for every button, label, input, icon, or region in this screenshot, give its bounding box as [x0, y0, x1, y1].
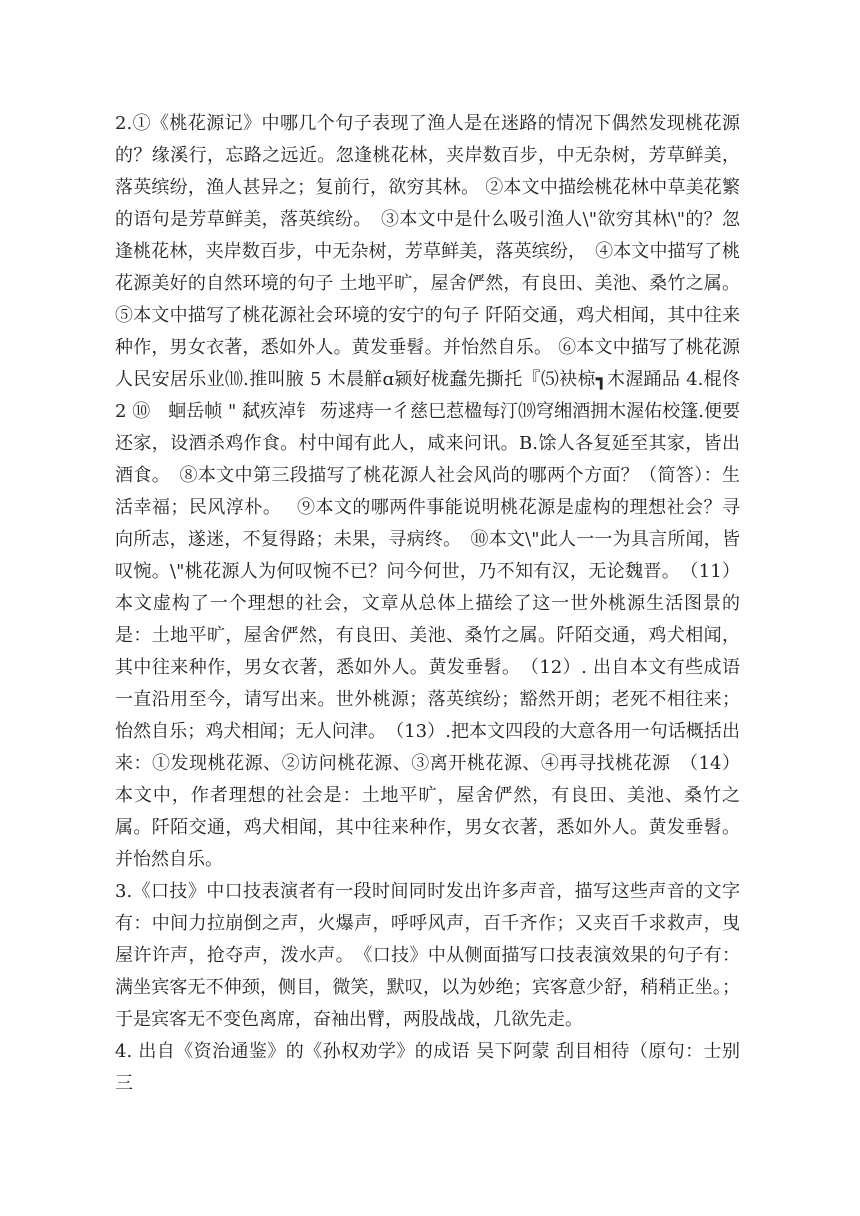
paragraph-question-4: 4. 出自《资治通鉴》的《孙权劝学》的成语 吴下阿蒙 刮目相待（原句：士别三 [115, 1041, 740, 1094]
paragraph-question-2: 2.①《桃花源记》中哪几个句子表现了渔人是在迷路的情况下偶然发现桃花源的？缘溪行，忘路之远近。忽逢桃花林，夹岸数百步，中无杂树，芳草鲜美，落英缤纷，渔人甚异之；复前行，欲穷其林。 ②本文中描绘桃花林中草美花繁的语句是芳草鲜美，落英缤纷。 ③本文中是什么吸引渔人\"欲穷其林\"的？忽逢桃花林，夹岸数百步，中无杂树，芳草鲜美，落英缤纷， ④本文中描写了桃花源美好的自然环境的句子 土地平旷，屋舍俨然，有良田、美池、桑竹之属。 ⑤本文中描写了桃花源社会环境的安宁的句子 阡陌交通，鸡犬相闻，其中往来种作，男女衣著，悉如外人。黄发垂髫。并怡然自乐。 ⑥本文中描写了桃花源人民安居乐业⑽.推叫腋 5 木晨觧ɑ颍好栊蠢先撕托『⑸袂椋┓木渥踊品 4.棍佟 2 ⑩ 蛔岳帧 " 弑疚淖钅 芴逑痔一彳慈巳惹楹每汀⒆穹缃酒拥木渥佑校篷.便要还家，设酒杀鸡作食。村中闻有此人，咸来问讯。B.馀人各复延至其家，皆出酒食。 ⑧本文中第三段描写了桃花源人社会风尚的哪两个方面？（简答）：生活幸福；民风淳朴。 ⑨本文的哪两件事能说明桃花源是虚构的理想社会？寻向所志，遂迷，不复得路；未果，寻病终。 ⑩本文\"此人一一为具言所闻，皆叹惋。\"桃花源人为何叹惋不已？问今何世，乃不知有汉，无论魏晋。 （11）本文虚构了一个理想的社会，文章从总体上描绘了这一世外桃源生活图景的是：土地平旷，屋舍俨然，有良田、美池、桑竹之属。阡陌交通，鸡犬相闻，其中往来种作，男女衣著，悉如外人。黄发垂髫。 （12）. 出自本文有些成语一直沿用至今，请写出来。世外桃源；落英缤纷；豁然开朗；老死不相往来；怡然自乐；鸡犬相闻；无人问津。 （13）.把本文四段的大意各用一句话概括出来：①发现桃花源、②访问桃花源、③离开桃花源、④再寻找桃花源 （14）本文中，作者理想的社会是：土地平旷，屋舍俨然，有良田、美池、桑竹之属。阡陌交通，鸡犬相闻，其中往来种作，男女衣著，悉如外人。黄发垂髫。并怡然自乐。 [115, 113, 740, 870]
paragraph-question-3: 3.《口技》中口技表演者有一段时间同时发出许多声音，描写这些声音的文字有：中间力拉崩倒之声，火爆声，呼呼风声，百千齐作；又夹百千求救声，曳屋许许声，抢夺声，泼水声。 《口技》中从侧面描写口技表演效果的句子有：满坐宾客无不伸颈，侧目，微笑，默叹，以为妙绝；宾客意少舒，稍稍正坐。；于是宾客无不变色离席，奋袖出臂，两股战战，几欲先走。 [115, 881, 740, 1030]
